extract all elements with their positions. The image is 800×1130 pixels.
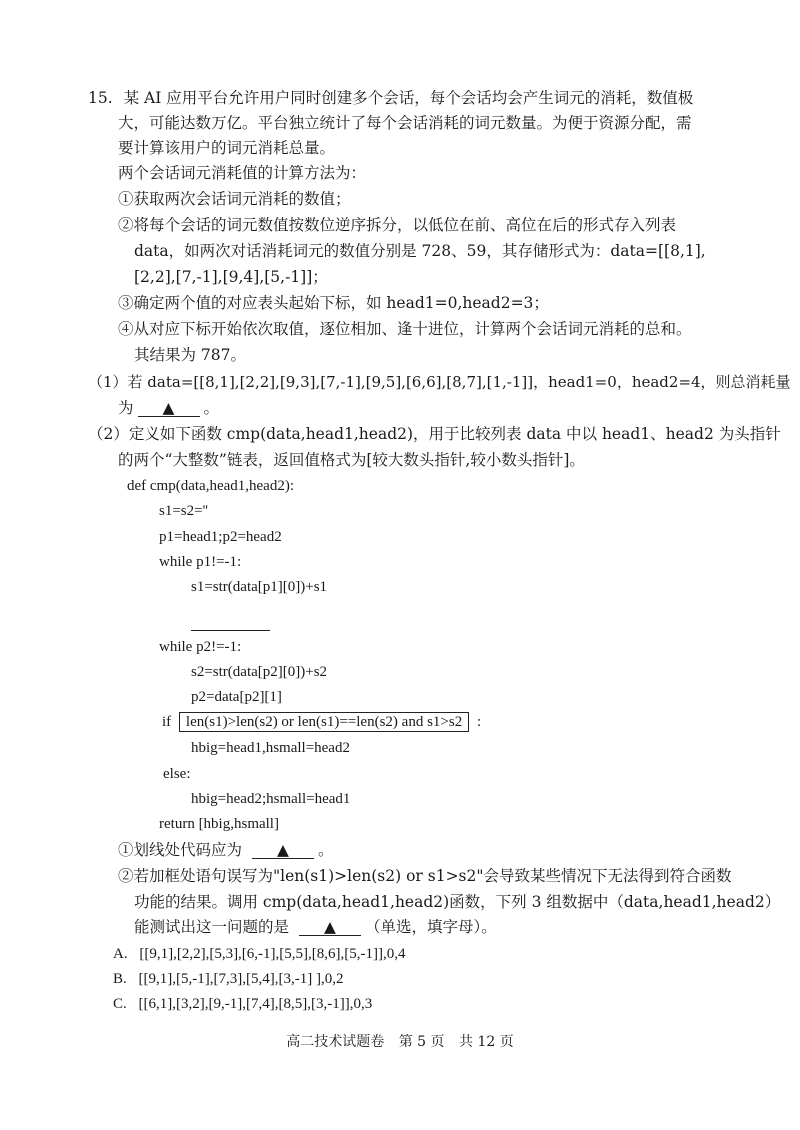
method-step-2-cont-2: [2,2],[7,-1],[9,4],[5,-1]]； [134, 268, 328, 286]
option-b[interactable] [113, 969, 343, 989]
sub-question-2-line-1: ②若加框处语句误写为"len(s1)>len(s2) or s1>s2"会导致某些情况下无法得到符合函数 [118, 867, 732, 885]
code-line-s2: s2=str(data[p2][0])+s2 [191, 664, 328, 680]
part-2-line-2: 的两个“大整数”链表，返回值格式为[较大数头指针,较小数头指针]。 [118, 451, 585, 469]
footer-page-number: 第 5 页 [398, 1034, 445, 1050]
sub-question-1-prefix: ①划线处代码应为 [118, 841, 243, 859]
footer-title: 高二技术试题卷 [286, 1034, 385, 1050]
triangle-marker-icon: ▲ [162, 399, 175, 417]
question-15-line-3: 要计算该用户的词元消耗总量。 [118, 139, 336, 157]
code-line-p2-next: p2=data[p2][1] [191, 689, 282, 705]
code-line-pointers: p1=head1;p2=head2 [159, 529, 282, 545]
if-keyword: if [162, 714, 172, 730]
triangle-marker-icon: ▲ [277, 841, 289, 859]
question-15-line-2: 大，可能达数万亿。平台独立统计了每个会话消耗的词元数量。为便于资源分配，需 [118, 114, 692, 132]
sub-question-2-line-3 [134, 917, 497, 937]
part-1-line-2 [118, 398, 219, 418]
answer-blank-1[interactable] [138, 400, 200, 417]
option-text: [[9,1],[5,-1],[7,3],[5,4],[3,-1] ],0,2 [138, 971, 344, 987]
option-text: [[9,1],[2,2],[5,3],[6,-1],[5,5],[8,6],[5,-1]],0,4 [139, 946, 406, 962]
code-line-while-p1: while p1!=-1: [159, 554, 242, 570]
code-line-if [162, 712, 481, 732]
footer-total-pages: 共 12 页 [459, 1034, 514, 1050]
if-colon: : [476, 714, 482, 730]
method-step-4: ④从对应下标开始依次取值，逐位相加、逢十进位，计算两个会话词元消耗的总和。 [118, 320, 692, 338]
page-footer [0, 1031, 800, 1051]
method-step-2: ②将每个会话的词元数值按数位逆序拆分，以低位在前、高位在后的形式存入列表 [118, 216, 677, 234]
part-1-suffix: 。 [203, 399, 220, 417]
answer-blank-3[interactable] [299, 919, 361, 936]
method-step-1: ①获取两次会话词元消耗的数值； [118, 190, 351, 208]
question-text: 某 AI 应用平台允许用户同时创建多个会话，每个会话均会产生词元的消耗，数值极 [123, 89, 694, 107]
part-1-prefix: 为 [118, 399, 134, 417]
code-fill-blank[interactable] [191, 630, 270, 631]
option-a[interactable] [113, 944, 406, 964]
code-line-init: s1=s2='' [159, 503, 208, 519]
code-line-while-p2: while p2!=-1: [159, 639, 242, 655]
option-label: C. [113, 996, 127, 1012]
method-heading: 两个会话词元消耗值的计算方法为： [118, 164, 367, 182]
code-line-def: def cmp(data,head1,head2): [127, 478, 294, 494]
sub-question-1 [118, 840, 334, 860]
sub-question-1-suffix: 。 [318, 841, 334, 859]
code-line-hbig-1: hbig=head1,hsmall=head2 [191, 740, 350, 756]
sub-question-2-prefix: 能测试出这一问题的是 [134, 918, 290, 936]
question-15-line-1 [88, 88, 693, 108]
code-line-return: return [hbig,hsmall] [159, 816, 279, 832]
option-label: B. [113, 971, 127, 987]
method-step-4-result: 其结果为 787。 [134, 346, 247, 364]
boxed-condition: len(s1)>len(s2) or len(s1)==len(s2) and s1>s2 [179, 712, 469, 732]
option-c[interactable] [113, 994, 372, 1014]
method-step-3: ③确定两个值的对应表头起始下标，如 head1=0,head2=3； [118, 294, 549, 312]
option-text: [[6,1],[3,2],[9,-1],[7,4],[8,5],[3,-1]],0,3 [138, 996, 373, 1012]
sub-question-2-line-2: 功能的结果。调用 cmp(data,head1,head2)函数，下列 3 组数据中（data,head1,head2） [134, 893, 781, 911]
code-line-hbig-2: hbig=head2;hsmall=head1 [191, 791, 351, 807]
part-2-line-1: （2）定义如下函数 cmp(data,head1,head2)，用于比较列表 data 中以 head1、head2 为头指针 [88, 425, 781, 443]
option-label: A. [113, 946, 128, 962]
method-step-2-cont: data，如两次对话消耗词元的数值分别是 728、59，其存储形式为：data=[[8,1], [134, 242, 706, 260]
question-number: 15. [88, 89, 113, 107]
sub-question-2-suffix: （单选，填字母）。 [365, 918, 497, 936]
answer-blank-2[interactable] [252, 842, 314, 859]
code-line-s1: s1=str(data[p1][0])+s1 [191, 579, 328, 595]
triangle-marker-icon: ▲ [324, 918, 336, 936]
part-1-line-1: （1）若 data=[[8,1],[2,2],[9,3],[7,-1],[9,5],[6,6],[8,7],[1,-1]]，head1=0，head2=4，则总消耗量 [88, 373, 791, 391]
code-line-else: else: [163, 766, 191, 782]
